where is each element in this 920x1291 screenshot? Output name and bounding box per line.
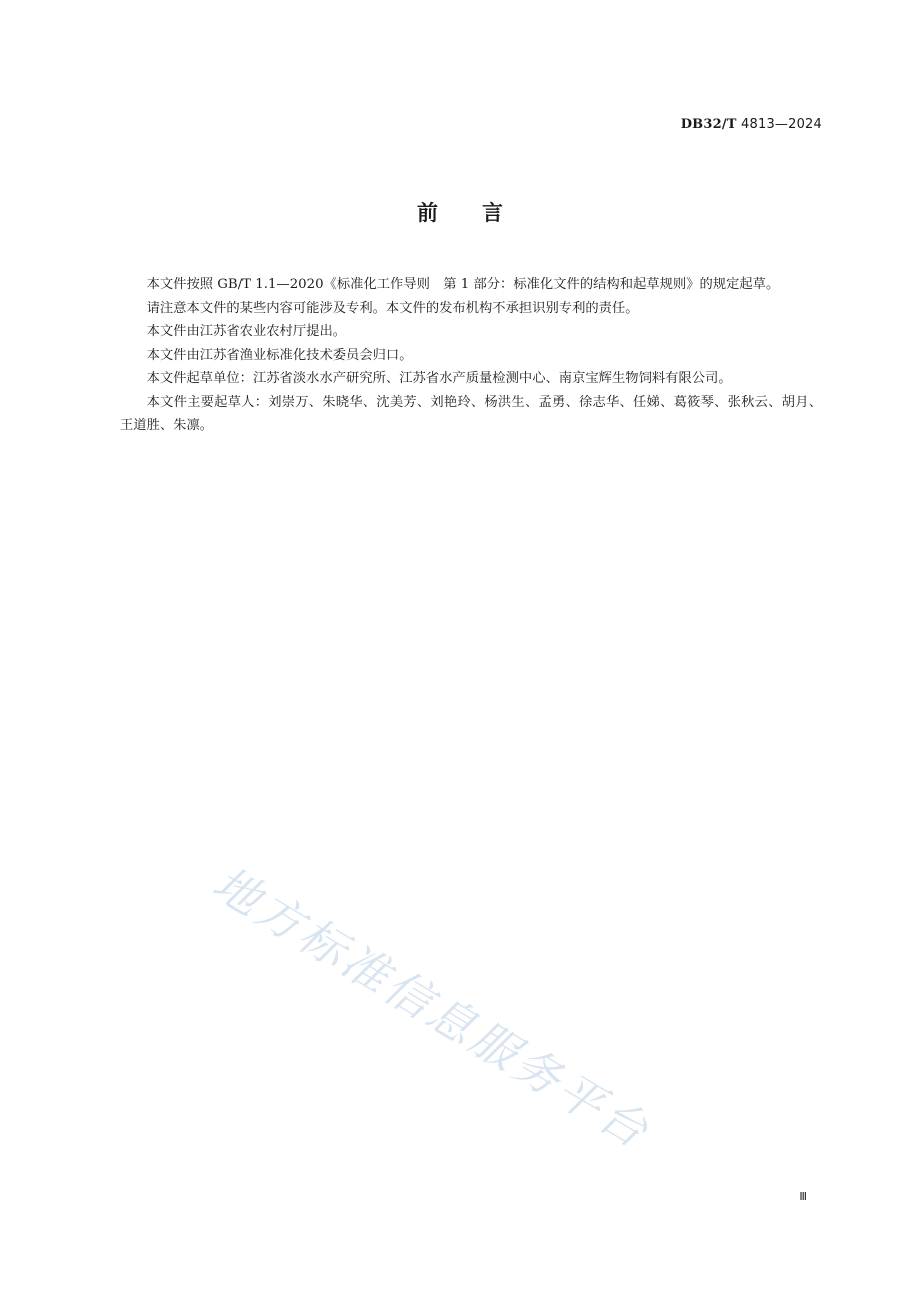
foreword-body [120,273,822,438]
watermark: 地方标准信息服务平台 [203,855,660,1160]
page-number: Ⅲ [799,1190,807,1203]
standard-code-prefix: DB32/T [680,117,737,132]
paragraph-drafting-units: 本文件起草单位：江苏省淡水水产研究所、江苏省水产质量检测中心、南京宝辉生物饲料有限公司。 [146,371,732,386]
paragraph-committee: 本文件由江苏省渔业标准化技术委员会归口。 [146,347,413,363]
paragraph-drafters: 本文件主要起草人：刘崇万、朱晓华、沈美芳、刘艳玲、杨洪生、孟勇、徐志华、任娣、葛筱琴、张秋云、胡月、王道胜、朱凛。 [120,394,822,433]
paragraph-drafting-rule: 本文件按照 GB/T 1.1—2020《标准化工作导则 第 1 部分：标准化文件的结构和起草规则》的规定起草。 [146,277,780,292]
paragraph-patent-notice: 请注意本文件的某些内容可能涉及专利。本文件的发布机构不承担识别专利的责任。 [146,300,639,316]
paragraph-proposer: 本文件由江苏省农业农村厅提出。 [146,324,347,339]
standard-code [681,117,822,132]
page-title [0,197,920,227]
title-char-1: 前 [417,201,438,225]
standard-code-number: 4813—2024 [741,117,822,132]
title-char-2: 言 [482,201,503,225]
